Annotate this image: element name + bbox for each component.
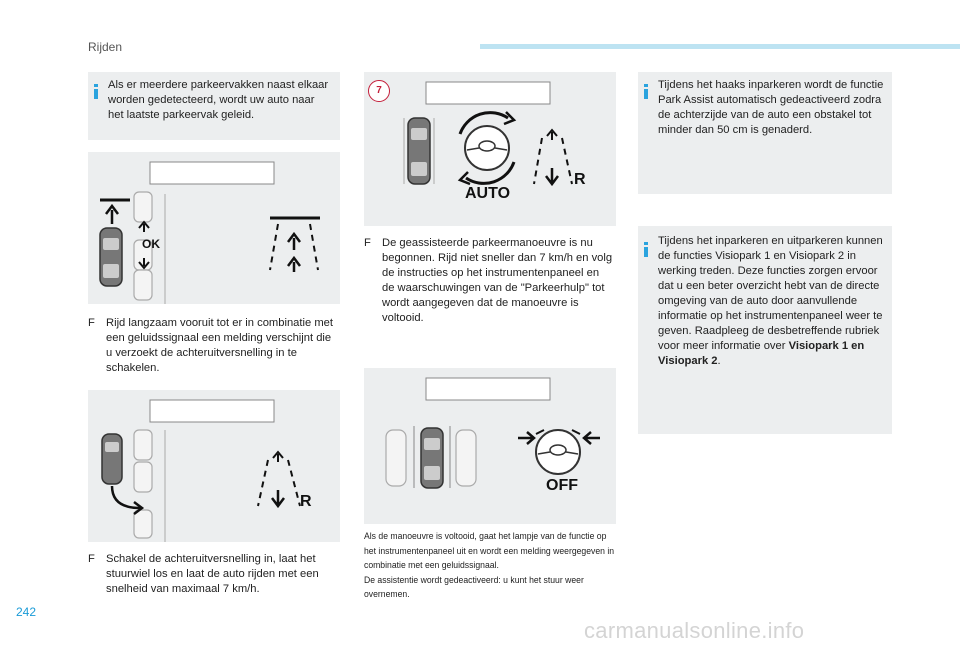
caption-line-2: De assistentie wordt gedeactiveerd: u kunt het stuur weer overnemen. <box>364 574 584 600</box>
reverse-r-label: R <box>300 493 312 510</box>
step-2 <box>88 552 340 602</box>
figure-number-badge: 7 <box>368 80 390 102</box>
info-icon <box>644 242 648 257</box>
ok-label: OK <box>142 237 160 251</box>
off-label: OFF <box>546 477 578 494</box>
step-marker: F <box>364 237 371 249</box>
info-box-right-2 <box>638 226 892 434</box>
info-icon <box>644 84 648 99</box>
auto-label: AUTO <box>465 185 511 202</box>
figure-reverse-drawing <box>88 390 340 542</box>
info-note-1-text: Tijdens het haaks inparkeren wordt de functie Park Assist automatisch gedeactiveerd zodra de achterzijde van de auto een obstakel tot minder dan 50 cm is genaderd. <box>658 79 884 136</box>
step-3 <box>364 236 616 346</box>
info-note-2-end: . <box>717 355 721 367</box>
figure-forward-ok <box>88 152 340 304</box>
figure-off-drawing <box>364 368 616 524</box>
figure-auto-steering-drawing <box>364 72 616 226</box>
info-box-right-1 <box>638 72 892 194</box>
page-number: 242 <box>16 605 37 619</box>
step-2-text: Schakel de achteruitversnelling in, laat het stuurwiel los en laat de auto rijden met een snelheid van maximaal 7 km/h. <box>106 553 319 595</box>
figure-caption <box>364 530 616 603</box>
step-3-text: De geassisteerde parkeermanoeuvre is nu begonnen. Rijd niet sneller dan 7 km/h en volg de instructies op het instrumentenpaneel en de waarschuwingen van de "Parkeerhulp" tot wordt aangegeven dat de manoeuvre is voltooid. <box>382 237 613 324</box>
figure-auto-steering <box>364 72 616 226</box>
auto-r-label: R <box>574 171 586 188</box>
figure-forward-ok-drawing <box>88 152 340 304</box>
info-icon <box>94 84 98 99</box>
info-box-left <box>88 72 340 140</box>
info-note-2-body: Tijdens het inparkeren en uitparkeren kunnen de functies Visiopark 1 en Visiopark 2 in werking treden. Deze functies zorgen ervoor dat u een beter overzicht hebt van de directe omgeving van de auto door aanvullende informatie op het instrumentenpaneel weer te geven. Raadpleeg de desbetreffende rubriek voor meer informatie over <box>658 235 883 352</box>
caption-line-1: Als de manoeuvre is voltooid, gaat het lampje van de functie op het instrumentenpaneel uit en wordt een melding weergegeven in combinatie met een geluidssignaal. <box>364 531 615 571</box>
info-note-text: Als er meerdere parkeervakken naast elkaar worden gedetecteerd, wordt uw auto naar het laatste parkeervak geleid. <box>108 79 329 121</box>
figure-reverse <box>88 390 340 542</box>
section-title: Rijden <box>88 40 123 54</box>
step-1-text: Rijd langzaam vooruit tot er in combinatie met een geluidssignaal een melding verschijnt die u verzoekt de achteruitversnelling in te schakelen. <box>106 317 333 374</box>
watermark: carmanualsonline.info <box>584 618 805 643</box>
step-marker: F <box>88 317 95 329</box>
figure-off <box>364 368 616 524</box>
header-bar <box>480 44 960 49</box>
info-note-2-bold: Visiopark 1 en Visiopark 2 <box>658 340 865 367</box>
step-marker: F <box>88 553 95 565</box>
step-1 <box>88 316 340 380</box>
info-note-2-text <box>658 234 888 369</box>
